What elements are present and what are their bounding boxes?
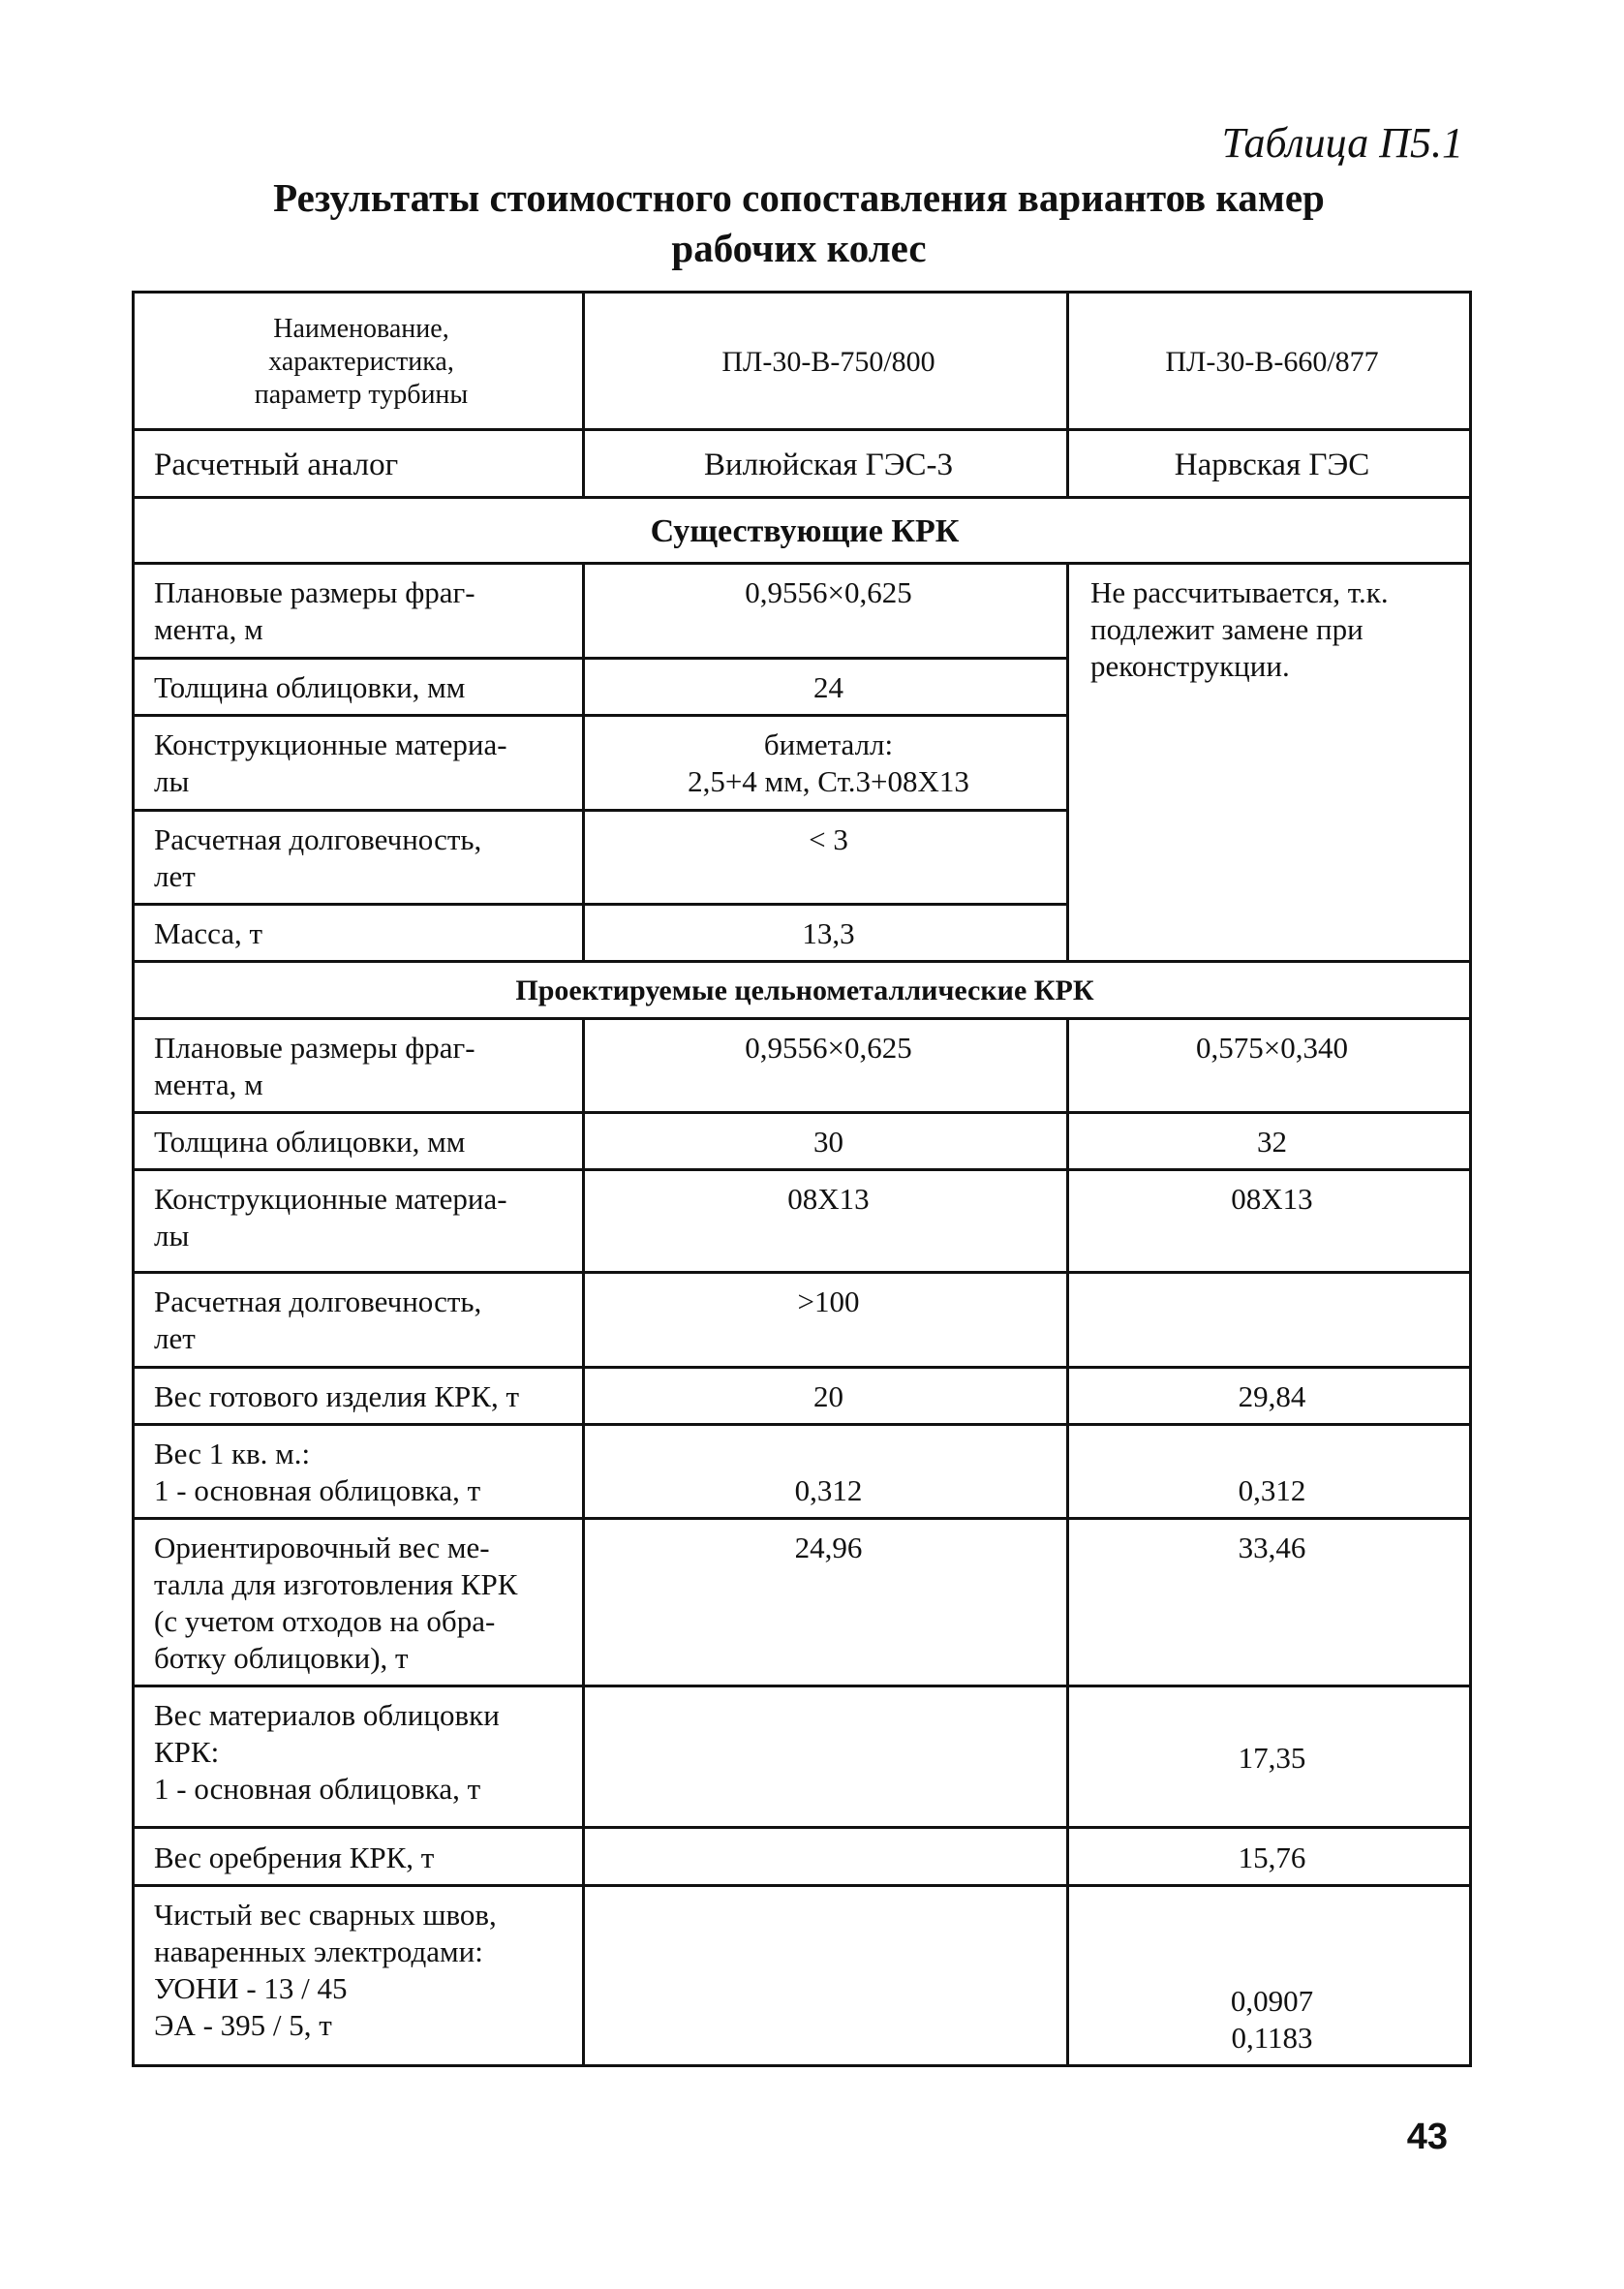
page-number: 43 bbox=[1406, 2117, 1448, 2157]
row-label: Толщина облицовки, мм bbox=[134, 1113, 584, 1170]
row-label bbox=[134, 1519, 584, 1686]
header-parameter-line: Наименование, bbox=[273, 313, 449, 344]
row-label: Толщина облицовки, мм bbox=[134, 659, 584, 716]
row-value-1: 30 bbox=[584, 1113, 1068, 1170]
label-line: мента, м bbox=[154, 1067, 263, 1101]
row-value-2: 08Х13 bbox=[1068, 1170, 1471, 1273]
row-value-1: 08Х13 bbox=[584, 1170, 1068, 1273]
row-value-2: 32 bbox=[1068, 1113, 1471, 1170]
label-line: Плановые размеры фраг- bbox=[154, 575, 475, 609]
note-line: реконструкции. bbox=[1090, 649, 1290, 683]
table-row bbox=[134, 1828, 1471, 1886]
row-label: Вес оребрения КРК, т bbox=[134, 1828, 584, 1886]
row-value-1: 0,9556×0,625 bbox=[584, 1019, 1068, 1113]
label-line: Конструкционные материа- bbox=[154, 1182, 507, 1216]
label-line: Чистый вес сварных швов, bbox=[154, 1898, 497, 1932]
table-label: Таблица П5.1 bbox=[1221, 119, 1463, 167]
label-line: ботку облицовки), т bbox=[154, 1641, 409, 1675]
label-line: (с учетом отходов на обра- bbox=[154, 1604, 496, 1638]
table-row bbox=[134, 1425, 1471, 1519]
label-line: Расчетная долговечность, bbox=[154, 1284, 482, 1318]
label-line: талла для изготовления КРК bbox=[154, 1567, 518, 1601]
row-value-1: 13,3 bbox=[584, 905, 1068, 962]
row-value-2 bbox=[1068, 1886, 1471, 2066]
row-label bbox=[134, 1273, 584, 1368]
row-value-1: 24 bbox=[584, 659, 1068, 716]
note-line: Не рассчитывается, т.к. bbox=[1090, 575, 1389, 609]
note-line: подлежит замене при bbox=[1090, 612, 1364, 646]
section-existing-title: Существующие КРК bbox=[134, 498, 1471, 564]
label-line: наваренных электродами: bbox=[154, 1934, 483, 1968]
row-value-1: 0,9556×0,625 bbox=[584, 564, 1068, 659]
row-value-1 bbox=[584, 716, 1068, 811]
table-row bbox=[134, 1519, 1471, 1686]
row-label: Масса, т bbox=[134, 905, 584, 962]
title-line-1: Результаты стоимостного сопоставления вариантов камер bbox=[273, 175, 1325, 220]
row-label bbox=[134, 1019, 584, 1113]
header-parameter-line: характеристика, bbox=[268, 346, 454, 377]
table-row bbox=[134, 1019, 1471, 1113]
label-line: Плановые размеры фраг- bbox=[154, 1031, 475, 1065]
analog-label: Расчетный аналог bbox=[134, 430, 584, 498]
row-value-2: 0,312 bbox=[1068, 1425, 1471, 1519]
row-value-2 bbox=[1068, 1273, 1471, 1368]
value-line: 0,1183 bbox=[1231, 2021, 1313, 2055]
label-line: мента, м bbox=[154, 612, 263, 646]
value-line: 2,5+4 мм, Ст.3+08Х13 bbox=[688, 764, 969, 798]
label-line: Расчетная долговечность, bbox=[154, 822, 482, 856]
row-value-1 bbox=[584, 1828, 1068, 1886]
table-row bbox=[134, 1113, 1471, 1170]
label-line: Вес 1 кв. м.: bbox=[154, 1437, 311, 1470]
analog-row bbox=[134, 430, 1471, 498]
row-value-2: 0,575×0,340 bbox=[1068, 1019, 1471, 1113]
label-line: Вес материалов облицовки bbox=[154, 1698, 500, 1732]
row-value-2: 29,84 bbox=[1068, 1368, 1471, 1425]
row-value-2: 17,35 bbox=[1068, 1686, 1471, 1828]
row-value-1: < 3 bbox=[584, 811, 1068, 905]
table-row bbox=[134, 1686, 1471, 1828]
table-row bbox=[134, 1273, 1471, 1368]
label-line: Ориентировочный вес ме- bbox=[154, 1531, 490, 1564]
label-line: Конструкционные материа- bbox=[154, 727, 507, 761]
value-line: биметалл: bbox=[763, 727, 894, 761]
header-parameter-cell bbox=[134, 293, 584, 430]
row-label bbox=[134, 1170, 584, 1273]
label-line: 1 - основная облицовка, т bbox=[154, 1772, 481, 1806]
row-value-2: 15,76 bbox=[1068, 1828, 1471, 1886]
label-line: ЭА - 395 / 5, т bbox=[154, 2008, 332, 2042]
section-existing-row bbox=[134, 498, 1471, 564]
header-parameter-line: параметр турбины bbox=[254, 379, 469, 410]
row-label bbox=[134, 1425, 584, 1519]
section-designed-row bbox=[134, 962, 1471, 1019]
label-line: лет bbox=[154, 859, 196, 893]
row-label bbox=[134, 564, 584, 659]
comparison-table bbox=[132, 291, 1472, 2067]
section-designed-title: Проектируемые цельнометаллические КРК bbox=[134, 962, 1471, 1019]
row-label: Вес готового изделия КРК, т bbox=[134, 1368, 584, 1425]
row-value-1: 0,312 bbox=[584, 1425, 1068, 1519]
analog-value-1: Вилюйская ГЭС-3 bbox=[584, 430, 1068, 498]
row-value-1 bbox=[584, 1886, 1068, 2066]
label-line: лы bbox=[154, 1219, 190, 1253]
header-row bbox=[134, 293, 1471, 430]
row-value-1: 24,96 bbox=[584, 1519, 1068, 1686]
existing-note bbox=[1068, 564, 1471, 962]
title-line-2: рабочих колес bbox=[671, 226, 927, 270]
row-label bbox=[134, 716, 584, 811]
analog-value-2: Нарвская ГЭС bbox=[1068, 430, 1471, 498]
document-title bbox=[155, 172, 1443, 273]
table-row bbox=[134, 564, 1471, 659]
header-turbine-2: ПЛ-30-В-660/877 bbox=[1068, 293, 1471, 430]
table-row bbox=[134, 1886, 1471, 2066]
row-value-2: 33,46 bbox=[1068, 1519, 1471, 1686]
row-label bbox=[134, 1686, 584, 1828]
label-line: лет bbox=[154, 1321, 196, 1355]
table-row bbox=[134, 1170, 1471, 1273]
row-label bbox=[134, 1886, 584, 2066]
value-line: 0,0907 bbox=[1230, 1984, 1314, 2018]
row-value-1: >100 bbox=[584, 1273, 1068, 1368]
label-line: УОНИ - 13 / 45 bbox=[154, 1971, 348, 2005]
row-label bbox=[134, 811, 584, 905]
label-line: КРК: bbox=[154, 1735, 220, 1769]
label-line: 1 - основная облицовка, т bbox=[154, 1473, 481, 1507]
row-value-1 bbox=[584, 1686, 1068, 1828]
row-value-1: 20 bbox=[584, 1368, 1068, 1425]
header-turbine-1: ПЛ-30-В-750/800 bbox=[584, 293, 1068, 430]
label-line: лы bbox=[154, 764, 190, 798]
table-row bbox=[134, 1368, 1471, 1425]
